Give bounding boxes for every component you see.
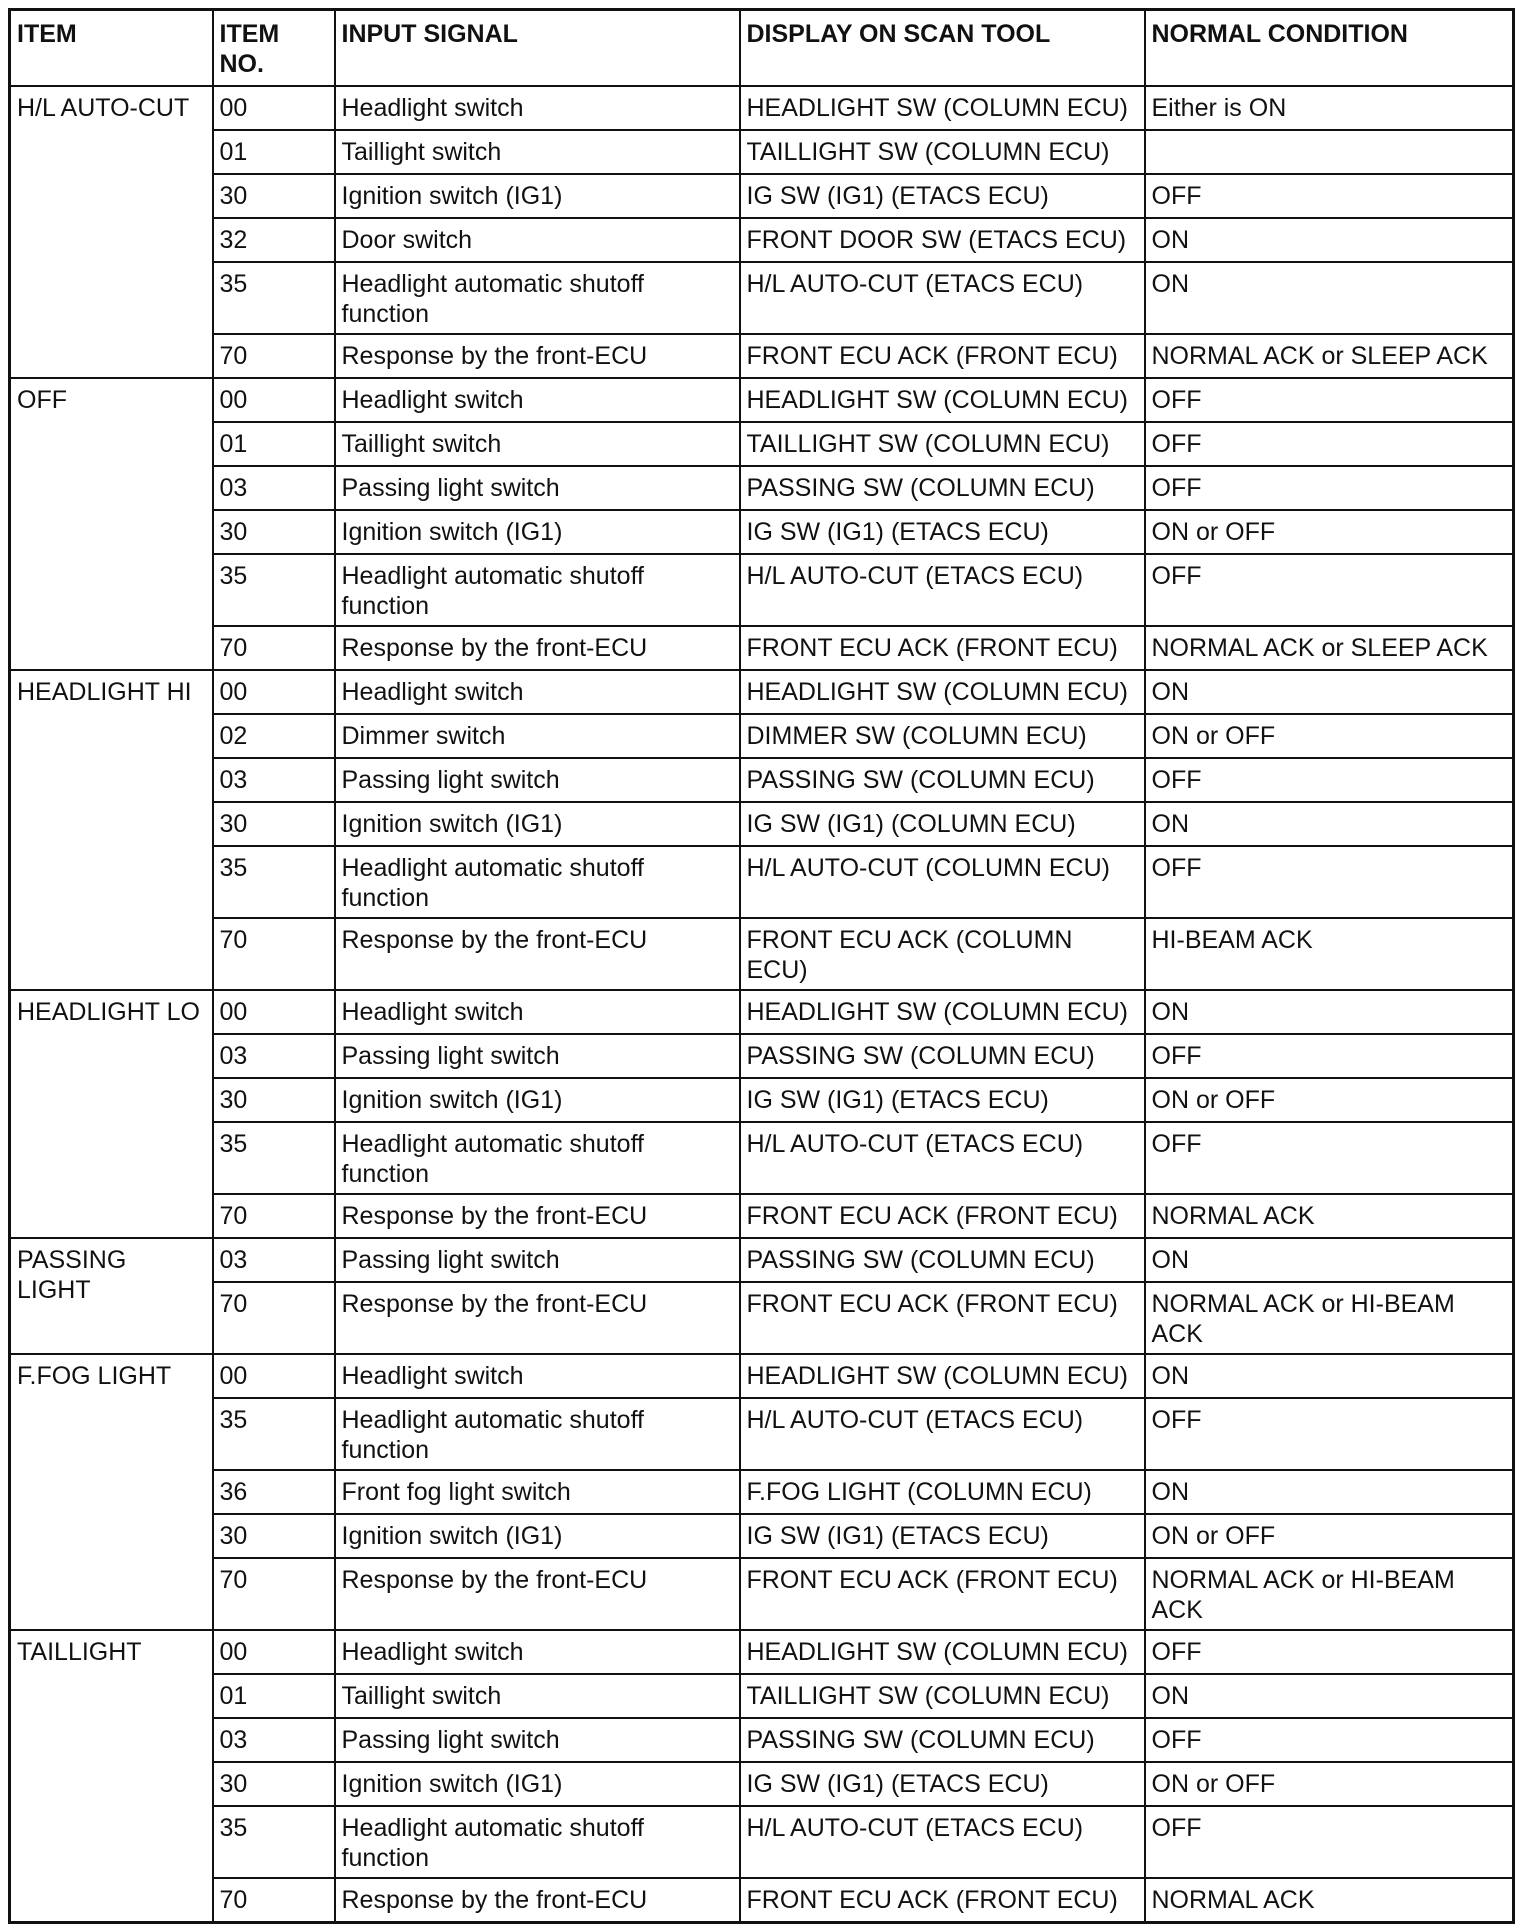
table-row [10,758,1514,802]
item-no-cell: 00 [213,86,335,130]
item-no-cell: 03 [213,758,335,802]
normal-condition-cell: ON [1145,1470,1514,1514]
input-signal-cell: Dimmer switch [335,714,740,758]
normal-condition-cell: OFF [1145,174,1514,218]
normal-condition-cell: ON [1145,670,1514,714]
item-no-cell: 35 [213,846,335,918]
table-row [10,1034,1514,1078]
table-row [10,378,1514,422]
item-no-cell: 30 [213,1078,335,1122]
table-row [10,1470,1514,1514]
header-item: ITEM [10,10,213,87]
normal-condition-cell: OFF [1145,422,1514,466]
item-group-cell: TAILLIGHT [10,1630,213,1923]
input-signal-cell: Ignition switch (IG1) [335,1514,740,1558]
normal-condition-cell: ON [1145,802,1514,846]
header-input-signal: INPUT SIGNAL [335,10,740,87]
input-signal-cell: Taillight switch [335,1674,740,1718]
table-row [10,1078,1514,1122]
item-no-cell: 70 [213,626,335,670]
table-row [10,714,1514,758]
input-signal-cell: Headlight automatic shutoff function [335,262,740,334]
normal-condition-cell: Either is ON [1145,86,1514,130]
scan-tool-display-cell: TAILLIGHT SW (COLUMN ECU) [740,1674,1145,1718]
table-row [10,918,1514,990]
normal-condition-cell: NORMAL ACK or HI-BEAM ACK [1145,1558,1514,1630]
scan-tool-display-cell: H/L AUTO-CUT (ETACS ECU) [740,262,1145,334]
scan-tool-display-cell: H/L AUTO-CUT (ETACS ECU) [740,1122,1145,1194]
item-no-cell: 32 [213,218,335,262]
scan-tool-display-cell: HEADLIGHT SW (COLUMN ECU) [740,378,1145,422]
normal-condition-cell: ON [1145,262,1514,334]
table-row [10,510,1514,554]
scan-tool-display-cell: TAILLIGHT SW (COLUMN ECU) [740,422,1145,466]
input-signal-cell: Response by the front-ECU [335,1194,740,1238]
input-signal-cell: Ignition switch (IG1) [335,1078,740,1122]
item-no-cell: 30 [213,802,335,846]
header-normal-condition: NORMAL CONDITION [1145,10,1514,87]
scan-tool-display-cell: IG SW (IG1) (ETACS ECU) [740,1514,1145,1558]
table-row [10,846,1514,918]
table-row [10,174,1514,218]
table-row [10,1674,1514,1718]
scan-tool-display-cell: IG SW (IG1) (ETACS ECU) [740,1762,1145,1806]
table-row [10,1122,1514,1194]
input-signal-cell: Response by the front-ECU [335,918,740,990]
item-no-cell: 35 [213,1122,335,1194]
item-no-cell: 00 [213,1354,335,1398]
item-no-cell: 00 [213,378,335,422]
item-group-cell: PASSING LIGHT [10,1238,213,1354]
table-row [10,262,1514,334]
input-signal-cell: Headlight automatic shutoff function [335,1122,740,1194]
table-row [10,130,1514,174]
normal-condition-cell: ON or OFF [1145,1514,1514,1558]
normal-condition-cell: ON or OFF [1145,714,1514,758]
scan-tool-display-cell: H/L AUTO-CUT (COLUMN ECU) [740,846,1145,918]
item-no-cell: 03 [213,1238,335,1282]
item-group-cell: HEADLIGHT LO [10,990,213,1238]
table-row [10,1762,1514,1806]
scan-tool-display-cell: HEADLIGHT SW (COLUMN ECU) [740,670,1145,714]
normal-condition-cell: OFF [1145,1806,1514,1878]
table-row [10,1558,1514,1630]
input-signal-cell: Passing light switch [335,1238,740,1282]
input-signal-cell: Taillight switch [335,130,740,174]
item-no-cell: 35 [213,1806,335,1878]
item-no-cell: 70 [213,334,335,378]
input-signal-cell: Headlight switch [335,86,740,130]
table-row [10,1354,1514,1398]
input-signal-cell: Headlight switch [335,990,740,1034]
normal-condition-cell: OFF [1145,1122,1514,1194]
table-row [10,802,1514,846]
item-no-cell: 36 [213,1470,335,1514]
scan-tool-display-cell: H/L AUTO-CUT (ETACS ECU) [740,1398,1145,1470]
table-row [10,1282,1514,1354]
scan-tool-display-cell: H/L AUTO-CUT (ETACS ECU) [740,1806,1145,1878]
item-no-cell: 02 [213,714,335,758]
normal-condition-cell: NORMAL ACK [1145,1194,1514,1238]
table-row [10,990,1514,1034]
item-no-cell: 01 [213,1674,335,1718]
table-row [10,1398,1514,1470]
normal-condition-cell: ON or OFF [1145,510,1514,554]
item-group-cell: F.FOG LIGHT [10,1354,213,1630]
item-group-cell: H/L AUTO-CUT [10,86,213,378]
input-signal-cell: Front fog light switch [335,1470,740,1514]
item-no-cell: 70 [213,1878,335,1923]
input-signal-cell: Ignition switch (IG1) [335,510,740,554]
input-signal-cell: Passing light switch [335,758,740,802]
table-row [10,334,1514,378]
scan-tool-display-cell: PASSING SW (COLUMN ECU) [740,1238,1145,1282]
input-signal-cell: Response by the front-ECU [335,1282,740,1354]
normal-condition-cell: OFF [1145,378,1514,422]
input-signal-cell: Passing light switch [335,466,740,510]
scan-tool-display-cell: IG SW (IG1) (ETACS ECU) [740,510,1145,554]
input-signal-cell: Door switch [335,218,740,262]
normal-condition-cell: ON [1145,1354,1514,1398]
input-signal-cell: Response by the front-ECU [335,626,740,670]
scan-tool-display-cell: IG SW (IG1) (ETACS ECU) [740,1078,1145,1122]
table-header-row [10,10,1514,87]
scan-tool-table-sheet [8,8,1512,1924]
scan-tool-display-cell: FRONT ECU ACK (FRONT ECU) [740,334,1145,378]
scan-tool-display-cell: PASSING SW (COLUMN ECU) [740,1034,1145,1078]
normal-condition-cell: ON or OFF [1145,1078,1514,1122]
scan-tool-display-cell: PASSING SW (COLUMN ECU) [740,466,1145,510]
normal-condition-cell: OFF [1145,846,1514,918]
table-row [10,218,1514,262]
normal-condition-cell: OFF [1145,1630,1514,1674]
item-no-cell: 70 [213,1282,335,1354]
scan-tool-display-cell: FRONT ECU ACK (FRONT ECU) [740,1282,1145,1354]
table-row [10,626,1514,670]
normal-condition-cell: OFF [1145,1718,1514,1762]
input-signal-cell: Passing light switch [335,1718,740,1762]
table-row [10,1718,1514,1762]
table-body [10,86,1514,1923]
normal-condition-cell: OFF [1145,466,1514,510]
scan-tool-display-cell: IG SW (IG1) (ETACS ECU) [740,174,1145,218]
input-signal-cell: Response by the front-ECU [335,1558,740,1630]
item-no-cell: 30 [213,1514,335,1558]
item-no-cell: 70 [213,1194,335,1238]
normal-condition-cell: NORMAL ACK or SLEEP ACK [1145,334,1514,378]
table-row [10,554,1514,626]
input-signal-cell: Headlight switch [335,1354,740,1398]
normal-condition-cell: ON [1145,1674,1514,1718]
item-no-cell: 35 [213,262,335,334]
normal-condition-cell: HI-BEAM ACK [1145,918,1514,990]
input-signal-cell: Taillight switch [335,422,740,466]
table-row [10,1238,1514,1282]
normal-condition-cell: ON [1145,218,1514,262]
item-no-cell: 01 [213,422,335,466]
item-no-cell: 03 [213,1034,335,1078]
scan-tool-display-cell: TAILLIGHT SW (COLUMN ECU) [740,130,1145,174]
scan-tool-display-cell: F.FOG LIGHT (COLUMN ECU) [740,1470,1145,1514]
item-no-cell: 00 [213,990,335,1034]
table-row [10,86,1514,130]
input-signal-cell: Response by the front-ECU [335,1878,740,1923]
input-signal-cell: Response by the front-ECU [335,334,740,378]
item-no-cell: 30 [213,1762,335,1806]
normal-condition-cell: NORMAL ACK or HI-BEAM ACK [1145,1282,1514,1354]
input-signal-cell: Ignition switch (IG1) [335,1762,740,1806]
normal-condition-cell: OFF [1145,554,1514,626]
scan-tool-display-cell: FRONT ECU ACK (COLUMN ECU) [740,918,1145,990]
item-no-cell: 35 [213,554,335,626]
normal-condition-cell [1145,130,1514,174]
scan-tool-display-cell: PASSING SW (COLUMN ECU) [740,1718,1145,1762]
normal-condition-cell: OFF [1145,1398,1514,1470]
scan-tool-display-cell: HEADLIGHT SW (COLUMN ECU) [740,1630,1145,1674]
item-no-cell: 03 [213,466,335,510]
scan-tool-display-cell: FRONT DOOR SW (ETACS ECU) [740,218,1145,262]
table-row [10,466,1514,510]
scan-tool-display-cell: HEADLIGHT SW (COLUMN ECU) [740,86,1145,130]
scan-tool-display-cell: HEADLIGHT SW (COLUMN ECU) [740,990,1145,1034]
scan-tool-display-cell: PASSING SW (COLUMN ECU) [740,758,1145,802]
item-no-cell: 70 [213,918,335,990]
input-signal-cell: Headlight switch [335,670,740,714]
normal-condition-cell: OFF [1145,758,1514,802]
scan-tool-display-cell: FRONT ECU ACK (FRONT ECU) [740,1558,1145,1630]
item-no-cell: 00 [213,1630,335,1674]
input-signal-cell: Passing light switch [335,1034,740,1078]
normal-condition-cell: ON [1145,990,1514,1034]
item-no-cell: 35 [213,1398,335,1470]
normal-condition-cell: OFF [1145,1034,1514,1078]
table-row [10,1806,1514,1878]
input-signal-cell: Headlight automatic shutoff function [335,846,740,918]
table-row [10,1630,1514,1674]
scan-tool-display-cell: H/L AUTO-CUT (ETACS ECU) [740,554,1145,626]
input-signal-cell: Headlight switch [335,378,740,422]
input-signal-cell: Headlight switch [335,1630,740,1674]
item-group-cell: OFF [10,378,213,670]
scan-tool-display-cell: FRONT ECU ACK (FRONT ECU) [740,626,1145,670]
table-row [10,422,1514,466]
table-row [10,1194,1514,1238]
input-signal-cell: Headlight automatic shutoff function [335,1398,740,1470]
table-row [10,670,1514,714]
normal-condition-cell: ON [1145,1238,1514,1282]
item-no-cell: 30 [213,510,335,554]
item-group-cell: HEADLIGHT HI [10,670,213,990]
header-item-no: ITEM NO. [213,10,335,87]
scan-tool-display-cell: HEADLIGHT SW (COLUMN ECU) [740,1354,1145,1398]
input-signal-cell: Ignition switch (IG1) [335,174,740,218]
item-no-cell: 00 [213,670,335,714]
item-no-cell: 03 [213,1718,335,1762]
input-signal-cell: Headlight automatic shutoff function [335,1806,740,1878]
scan-tool-display-cell: IG SW (IG1) (COLUMN ECU) [740,802,1145,846]
normal-condition-cell: ON or OFF [1145,1762,1514,1806]
header-display-on-scan-tool: DISPLAY ON SCAN TOOL [740,10,1145,87]
scan-tool-data-table [8,8,1515,1924]
normal-condition-cell: NORMAL ACK [1145,1878,1514,1923]
normal-condition-cell: NORMAL ACK or SLEEP ACK [1145,626,1514,670]
item-no-cell: 70 [213,1558,335,1630]
item-no-cell: 01 [213,130,335,174]
input-signal-cell: Ignition switch (IG1) [335,802,740,846]
table-row [10,1514,1514,1558]
input-signal-cell: Headlight automatic shutoff function [335,554,740,626]
table-row [10,1878,1514,1923]
scan-tool-display-cell: FRONT ECU ACK (FRONT ECU) [740,1878,1145,1923]
scan-tool-display-cell: DIMMER SW (COLUMN ECU) [740,714,1145,758]
item-no-cell: 30 [213,174,335,218]
scan-tool-display-cell: FRONT ECU ACK (FRONT ECU) [740,1194,1145,1238]
